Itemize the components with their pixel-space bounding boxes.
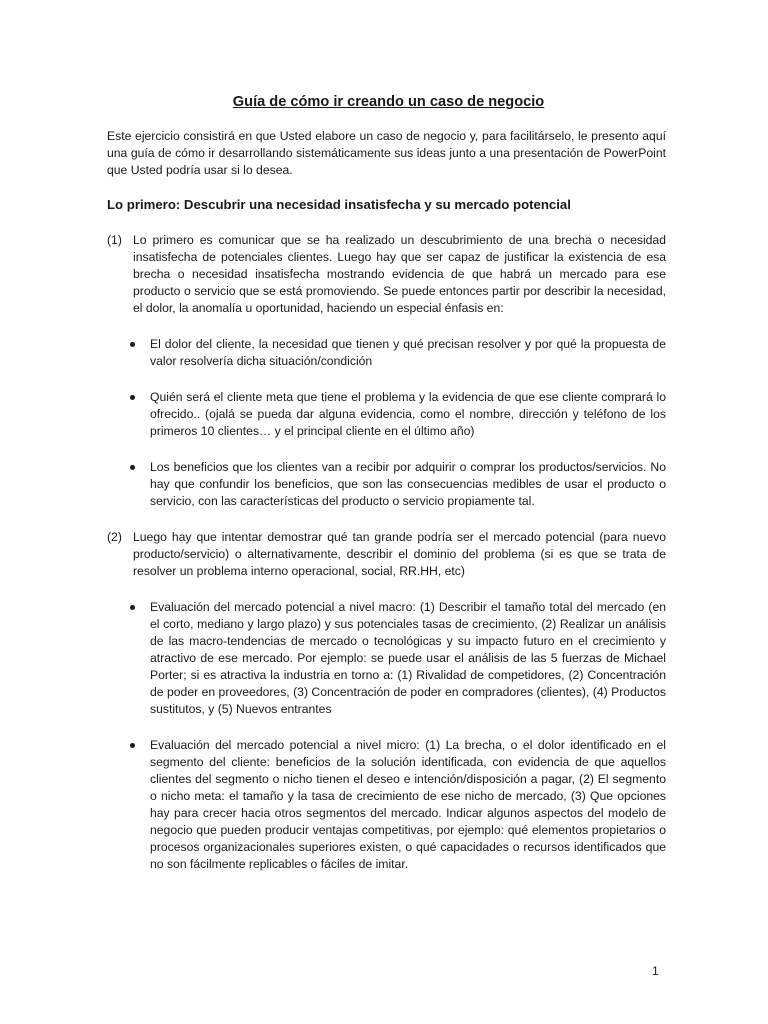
bullet-list-1 bbox=[126, 336, 666, 510]
list-item: Quién será el cliente meta que tiene el problema y la evidencia de que ese cliente comprará lo ofrecido.. (ojalá se pueda dar alguna evidencia, como el nombre, dirección y teléfono de los primeros 10 clientes… y el principal cliente en el último año) bbox=[126, 389, 666, 440]
bullet-icon bbox=[130, 605, 135, 610]
list-item: El dolor del cliente, la necesidad que tienen y qué precisan resolver y por qué la propuesta de valor resolvería dicha situación/condición bbox=[126, 336, 666, 370]
intro-paragraph: Este ejercicio consistirá en que Usted elabore un caso de negocio y, para facilitárselo, le presento aquí una guía de cómo ir desarrollando sistemáticamente sus ideas junto a una presentación de PowerPoint que Usted podría usar si lo desea. bbox=[107, 129, 666, 177]
bullet-icon bbox=[130, 465, 135, 470]
bullet-icon bbox=[130, 743, 135, 748]
bullet-icon bbox=[130, 395, 135, 400]
page-number: 1 bbox=[652, 964, 659, 978]
list-item: Los beneficios que los clientes van a recibir por adquirir o comprar los productos/servicios. No hay que confundir los beneficios, que son las consecuencias medibles de usar el producto o servicio, con las características del producto o servicio propiamente tal. bbox=[126, 459, 666, 510]
list-item: Evaluación del mercado potencial a nivel micro: (1) La brecha, o el dolor identificado en el segmento del cliente: beneficios de la solución identificada, con evidencia de que aquellos clientes del segmento o nicho tienen el deseo e intención/disposición a pagar, (2) El segmento o nicho meta: el tamaño y la tasa de crecimiento de ese nicho de mercado, (3) Que opciones hay para crecer hacia otros segmentos del mercado. Indicar algunos aspectos del modelo de negocio que pueden producir ventajas competitivas, por ejemplo: qué elementos propietarios o procesos organizacionales superiores existen, o qué capacidades o recursos identificados que no son fácilmente replicables o fáciles de imitar. bbox=[126, 737, 666, 873]
bullet-icon bbox=[130, 342, 135, 347]
numbered-item-1 bbox=[107, 232, 666, 317]
item-text: Lo primero es comunicar que se ha realizado un descubrimiento de una brecha o necesidad insatisfecha de potenciales clientes. Luego hay que ser capaz de justificar la existencia de esa brecha o necesidad insatisfecha mostrando evidencia de que habrá un mercado para ese producto o servicio que se está promoviendo. Se puede entonces partir por describir la necesidad, el dolor, la anomalía u oportunidad, haciendo un especial énfasis en: bbox=[133, 233, 666, 315]
item-number: (2) bbox=[107, 530, 122, 544]
numbered-item-2 bbox=[107, 529, 666, 580]
item-number: (1) bbox=[107, 233, 122, 247]
bullet-list-2 bbox=[126, 599, 666, 873]
list-item: Evaluación del mercado potencial a nivel macro: (1) Describir el tamaño total del mercado (en el corto, mediano y largo plazo) y sus potenciales tasas de crecimiento, (2) Realizar un análisis de las macro-tendencias de mercado o tecnológicas y su impacto futuro en el crecimiento y atractivo de ese mercado. Por ejemplo: se puede usar el análisis de las 5 fuerzas de Michael Porter; si es atractiva la industria en torno a: (1) Rivalidad de competidores, (2) Concentración de poder en proveedores, (3) Concentración de poder en compradores (clientes), (4) Productos sustitutos, y (5) Nuevos entrantes bbox=[126, 599, 666, 718]
section-heading: Lo primero: Descubrir una necesidad insatisfecha y su mercado potencial bbox=[107, 197, 571, 212]
document-title: Guía de cómo ir creando un caso de negocio bbox=[232, 94, 545, 110]
item-text: Luego hay que intentar demostrar qué tan grande podría ser el mercado potencial (para nuevo producto/servicio) o alternativamente, describir el dominio del problema (si es que se trata de resolver un problema interno operacional, social, RR.HH, etc) bbox=[133, 530, 666, 578]
